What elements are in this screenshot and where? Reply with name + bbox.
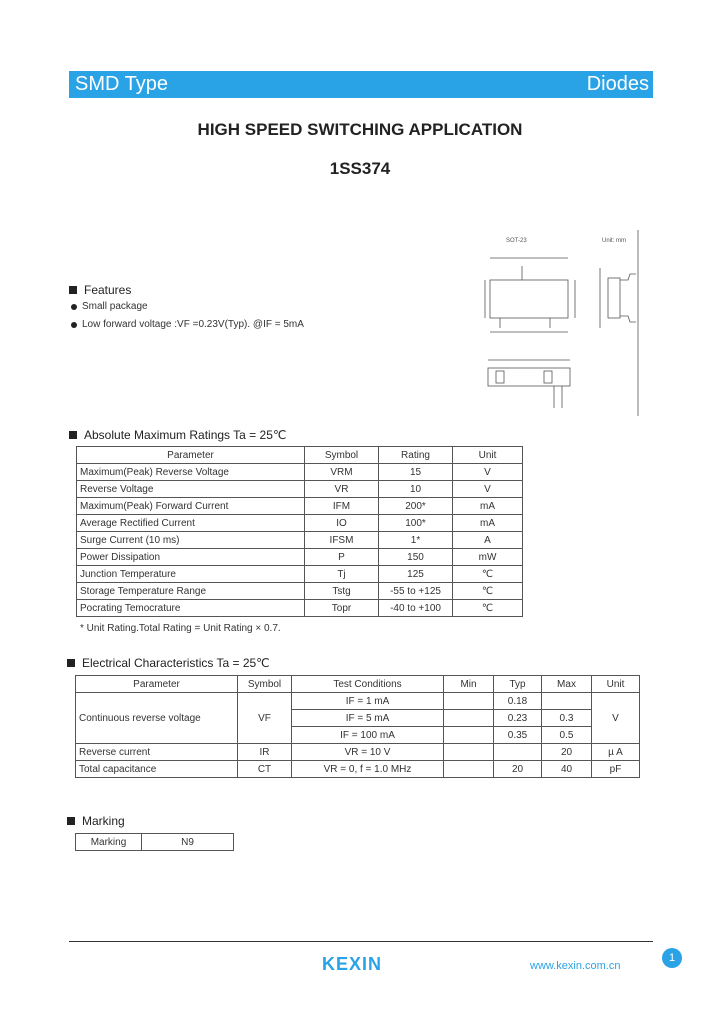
cell-marking-value: N9 — [142, 834, 234, 851]
page-number-badge: 1 — [662, 948, 682, 968]
cell-parameter: Reverse current — [76, 744, 238, 761]
cell-max: 0.5 — [542, 727, 592, 744]
cell-rating: -40 to +100 — [379, 600, 453, 617]
cell-symbol: VRM — [305, 464, 379, 481]
package-unit-label: Unit: mm — [602, 238, 626, 244]
table-row — [77, 464, 523, 481]
cell-parameter: Continuous reverse voltage — [76, 693, 238, 744]
cell-parameter: Power Dissipation — [77, 549, 305, 566]
marking-table-wrap — [75, 833, 234, 851]
marking-heading-text: Marking — [82, 814, 125, 828]
col-header: Max — [542, 676, 592, 693]
cell-parameter: Storage Temperature Range — [77, 583, 305, 600]
features-heading-text: Features — [84, 283, 132, 297]
table-row — [77, 583, 523, 600]
cell-typ — [494, 744, 542, 761]
feature-item-text: Small package — [82, 301, 148, 312]
table-row — [77, 566, 523, 583]
bullet-square-icon — [67, 817, 75, 825]
header-right: Diodes — [586, 73, 649, 95]
cell-rating: 10 — [379, 481, 453, 498]
cell-symbol: Tj — [305, 566, 379, 583]
cell-max: 20 — [542, 744, 592, 761]
cell-unit: mA — [453, 515, 523, 532]
cell-symbol: P — [305, 549, 379, 566]
table-header-row — [76, 676, 640, 693]
cell-unit: µ A — [592, 744, 640, 761]
marking-heading — [67, 814, 125, 828]
cell-condition: VR = 10 V — [292, 744, 444, 761]
cell-rating: 1* — [379, 532, 453, 549]
table-row — [77, 532, 523, 549]
table-row — [76, 834, 234, 851]
cell-symbol: VR — [305, 481, 379, 498]
cell-parameter: Maximum(Peak) Forward Current — [77, 498, 305, 515]
bullet-dot-icon — [71, 304, 77, 310]
abs-max-heading-text: Absolute Maximum Ratings Ta = 25℃ — [84, 428, 287, 442]
cell-unit: ℃ — [453, 566, 523, 583]
feature-item — [71, 319, 304, 330]
table-row — [76, 744, 640, 761]
col-header: Parameter — [76, 676, 238, 693]
cell-rating: 100* — [379, 515, 453, 532]
cell-min — [444, 710, 494, 727]
brand-logo: KEXIN — [322, 954, 383, 974]
cell-max: 0.3 — [542, 710, 592, 727]
cell-unit: V — [453, 481, 523, 498]
cell-rating: 150 — [379, 549, 453, 566]
elec-table-wrap — [75, 675, 640, 778]
bullet-square-icon — [67, 659, 75, 667]
table-row — [77, 549, 523, 566]
cell-min — [444, 693, 494, 710]
cell-condition: IF = 5 mA — [292, 710, 444, 727]
package-drawing — [470, 228, 645, 418]
cell-min — [444, 744, 494, 761]
footer-divider — [69, 941, 653, 942]
cell-symbol: IR — [238, 744, 292, 761]
cell-min — [444, 727, 494, 744]
marking-table — [75, 833, 234, 851]
col-header: Typ — [494, 676, 542, 693]
bullet-dot-icon — [71, 322, 77, 328]
cell-parameter: Pocrating Temocrature — [77, 600, 305, 617]
cell-unit: V — [592, 693, 640, 744]
col-header: Symbol — [238, 676, 292, 693]
cell-unit: mW — [453, 549, 523, 566]
cell-parameter: Average Rectified Current — [77, 515, 305, 532]
package-name-label: SOT-23 — [506, 238, 527, 244]
bullet-square-icon — [69, 286, 77, 294]
abs-max-footnote: * Unit Rating.Total Rating = Unit Rating × 0.7. — [80, 623, 281, 634]
cell-typ: 0.35 — [494, 727, 542, 744]
elec-table — [75, 675, 640, 778]
cell-marking-label: Marking — [76, 834, 142, 851]
cell-rating: -55 to +125 — [379, 583, 453, 600]
cell-unit: ℃ — [453, 583, 523, 600]
cell-symbol: Topr — [305, 600, 379, 617]
cell-symbol: VF — [238, 693, 292, 744]
header-left: SMD Type — [75, 73, 168, 95]
table-header-row — [77, 447, 523, 464]
cell-unit: pF — [592, 761, 640, 778]
bullet-square-icon — [69, 431, 77, 439]
footer-url[interactable]: www.kexin.com.cn — [530, 960, 621, 972]
elec-heading-text: Electrical Characteristics Ta = 25℃ — [82, 656, 270, 670]
col-header: Test Conditions — [292, 676, 444, 693]
cell-max: 40 — [542, 761, 592, 778]
cell-typ: 0.23 — [494, 710, 542, 727]
cell-unit: V — [453, 464, 523, 481]
table-row — [77, 515, 523, 532]
abs-max-table — [76, 446, 523, 617]
cell-symbol: CT — [238, 761, 292, 778]
col-header: Unit — [453, 447, 523, 464]
cell-rating: 200* — [379, 498, 453, 515]
cell-parameter: Total capacitance — [76, 761, 238, 778]
cell-max — [542, 693, 592, 710]
feature-item-text: Low forward voltage :VF =0.23V(Typ). @IF = 5mA — [82, 319, 304, 330]
cell-parameter: Junction Temperature — [77, 566, 305, 583]
col-header: Rating — [379, 447, 453, 464]
col-header: Parameter — [77, 447, 305, 464]
part-number: 1SS374 — [329, 159, 391, 178]
cell-unit: mA — [453, 498, 523, 515]
package-outline-figure — [470, 228, 645, 418]
cell-min — [444, 761, 494, 778]
cell-unit: A — [453, 532, 523, 549]
cell-symbol: IFSM — [305, 532, 379, 549]
cell-symbol: Tstg — [305, 583, 379, 600]
cell-parameter: Surge Current (10 ms) — [77, 532, 305, 549]
col-header: Symbol — [305, 447, 379, 464]
cell-condition: IF = 100 mA — [292, 727, 444, 744]
col-header: Unit — [592, 676, 640, 693]
cell-unit: ℃ — [453, 600, 523, 617]
cell-symbol: IO — [305, 515, 379, 532]
feature-item — [71, 301, 148, 312]
features-heading — [69, 283, 131, 297]
cell-parameter: Maximum(Peak) Reverse Voltage — [77, 464, 305, 481]
cell-rating: 125 — [379, 566, 453, 583]
table-row — [77, 481, 523, 498]
table-row — [77, 600, 523, 617]
cell-condition: VR = 0, f = 1.0 MHz — [292, 761, 444, 778]
elec-heading — [67, 656, 270, 670]
header-band — [69, 71, 653, 98]
cell-symbol: IFM — [305, 498, 379, 515]
abs-max-heading — [69, 428, 286, 442]
cell-rating: 15 — [379, 464, 453, 481]
cell-typ: 0.18 — [494, 693, 542, 710]
document-title: HIGH SPEED SWITCHING APPLICATION — [197, 120, 523, 139]
abs-max-table-wrap — [76, 446, 523, 617]
table-row — [76, 693, 640, 710]
cell-condition: IF = 1 mA — [292, 693, 444, 710]
cell-parameter: Reverse Voltage — [77, 481, 305, 498]
cell-typ: 20 — [494, 761, 542, 778]
table-row — [77, 498, 523, 515]
col-header: Min — [444, 676, 494, 693]
table-row — [76, 761, 640, 778]
